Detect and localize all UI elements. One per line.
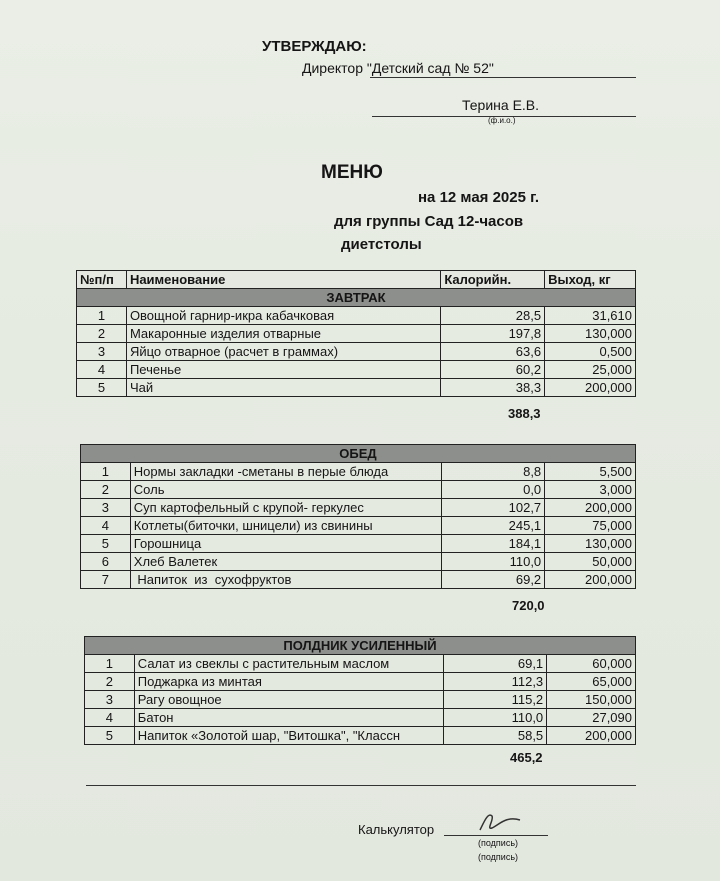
row-output: 200,000	[545, 499, 636, 517]
page-title: МЕНЮ	[321, 162, 383, 183]
row-output: 200,000	[545, 571, 636, 589]
row-calories: 102,7	[441, 499, 545, 517]
table-row	[77, 361, 636, 379]
table-row	[85, 691, 636, 709]
table-row	[81, 517, 636, 535]
row-name: Яйцо отварное (расчет в граммах)	[126, 343, 440, 361]
row-number: 4	[85, 709, 135, 727]
footer-divider	[86, 785, 636, 786]
table-row	[81, 571, 636, 589]
col-header-calories: Калорийн.	[441, 271, 545, 289]
table-row	[77, 379, 636, 397]
row-calories: 28,5	[441, 307, 545, 325]
lunch-table	[80, 444, 636, 589]
row-name: Овощной гарнир-икра кабачковая	[126, 307, 440, 325]
row-number: 3	[81, 499, 131, 517]
section-header	[77, 289, 636, 307]
row-calories: 69,1	[443, 655, 547, 673]
table-row	[81, 463, 636, 481]
row-calories: 8,8	[441, 463, 545, 481]
row-name: Печенье	[126, 361, 440, 379]
row-name: Горошница	[130, 535, 441, 553]
snack-table	[84, 636, 636, 745]
row-output: 75,000	[545, 517, 636, 535]
position-underline	[370, 77, 636, 78]
section-header	[85, 637, 636, 655]
row-name: Чай	[126, 379, 440, 397]
menu-diet: диетстолы	[341, 236, 422, 253]
table-row	[81, 499, 636, 517]
section-title-lunch: ОБЕД	[81, 445, 636, 463]
table-row	[77, 343, 636, 361]
row-number: 4	[81, 517, 131, 535]
row-name: Напиток «Золотой шар, "Витошка", "Классн	[134, 727, 443, 745]
row-number: 7	[81, 571, 131, 589]
col-header-number: №п/п	[77, 271, 127, 289]
row-number: 4	[77, 361, 127, 379]
approval-position: Директор "Детский сад № 52"	[302, 60, 494, 76]
row-calories: 245,1	[441, 517, 545, 535]
row-calories: 197,8	[441, 325, 545, 343]
row-calories: 0,0	[441, 481, 545, 499]
row-number: 6	[81, 553, 131, 571]
row-number: 5	[77, 379, 127, 397]
row-number: 1	[81, 463, 131, 481]
row-calories: 115,2	[443, 691, 547, 709]
row-name: Поджарка из минтая	[134, 673, 443, 691]
table-row	[85, 655, 636, 673]
menu-date: на 12 мая 2025 г.	[418, 189, 540, 206]
row-name: Напиток из сухофруктов	[130, 571, 441, 589]
row-number: 2	[81, 481, 131, 499]
row-name: Батон	[134, 709, 443, 727]
row-name: Суп картофельный с крупой- геркулес	[130, 499, 441, 517]
menu-group: для группы Сад 12-часов	[334, 213, 524, 230]
row-name: Хлеб Валетек	[130, 553, 441, 571]
row-calories: 58,5	[443, 727, 547, 745]
row-name: Макаронные изделия отварные	[126, 325, 440, 343]
row-output: 130,000	[545, 325, 636, 343]
signature-underline	[444, 835, 548, 836]
col-header-output: Выход, кг	[545, 271, 636, 289]
row-number: 5	[85, 727, 135, 745]
row-calories: 38,3	[441, 379, 545, 397]
breakfast-total: 388,3	[508, 406, 541, 421]
table-row	[85, 709, 636, 727]
row-number: 1	[85, 655, 135, 673]
row-output: 200,000	[545, 379, 636, 397]
row-output: 65,000	[547, 673, 636, 691]
signature-mark	[470, 802, 530, 838]
calculator-label: Калькулятор	[358, 822, 435, 837]
section-title-snack: ПОЛДНИК УСИЛЕННЫЙ	[85, 637, 636, 655]
row-name: Салат из свеклы с растительным маслом	[134, 655, 443, 673]
table-row	[81, 553, 636, 571]
row-calories: 110,0	[443, 709, 547, 727]
table-row	[77, 307, 636, 325]
row-output: 50,000	[545, 553, 636, 571]
row-output: 0,500	[545, 343, 636, 361]
row-calories: 60,2	[441, 361, 545, 379]
row-output: 5,500	[545, 463, 636, 481]
signature-caption-1: (подпись)	[478, 838, 519, 848]
row-name: Котлеты(биточки, шницели) из свинины	[130, 517, 441, 535]
name-caption: (ф.и.о.)	[488, 116, 516, 125]
row-output: 3,000	[545, 481, 636, 499]
row-output: 150,000	[547, 691, 636, 709]
section-header	[81, 445, 636, 463]
table-row	[81, 481, 636, 499]
row-output: 200,000	[547, 727, 636, 745]
row-name: Рагу овощное	[134, 691, 443, 709]
row-number: 2	[85, 673, 135, 691]
lunch-total: 720,0	[512, 598, 545, 613]
table-row	[85, 673, 636, 691]
table-row	[77, 325, 636, 343]
row-output: 27,090	[547, 709, 636, 727]
row-output: 31,610	[545, 307, 636, 325]
row-name: Соль	[130, 481, 441, 499]
breakfast-table	[76, 270, 636, 397]
table-header-row	[77, 271, 636, 289]
section-title-breakfast: ЗАВТРАК	[77, 289, 636, 307]
row-calories: 69,2	[441, 571, 545, 589]
row-number: 3	[85, 691, 135, 709]
table-row	[81, 535, 636, 553]
row-number: 2	[77, 325, 127, 343]
row-number: 5	[81, 535, 131, 553]
row-name: Нормы закладки -сметаны в перые блюда	[130, 463, 441, 481]
col-header-name: Наименование	[126, 271, 440, 289]
approval-name: Терина Е.В.	[462, 97, 540, 113]
row-calories: 184,1	[441, 535, 545, 553]
row-number: 1	[77, 307, 127, 325]
row-output: 130,000	[545, 535, 636, 553]
approval-heading: УТВЕРЖДАЮ:	[262, 38, 367, 55]
table-row	[85, 727, 636, 745]
row-calories: 112,3	[443, 673, 547, 691]
row-output: 25,000	[545, 361, 636, 379]
row-output: 60,000	[547, 655, 636, 673]
signature-caption-2: (подпись)	[478, 852, 519, 862]
row-number: 3	[77, 343, 127, 361]
snack-total: 465,2	[510, 750, 543, 765]
row-calories: 110,0	[441, 553, 545, 571]
row-calories: 63,6	[441, 343, 545, 361]
